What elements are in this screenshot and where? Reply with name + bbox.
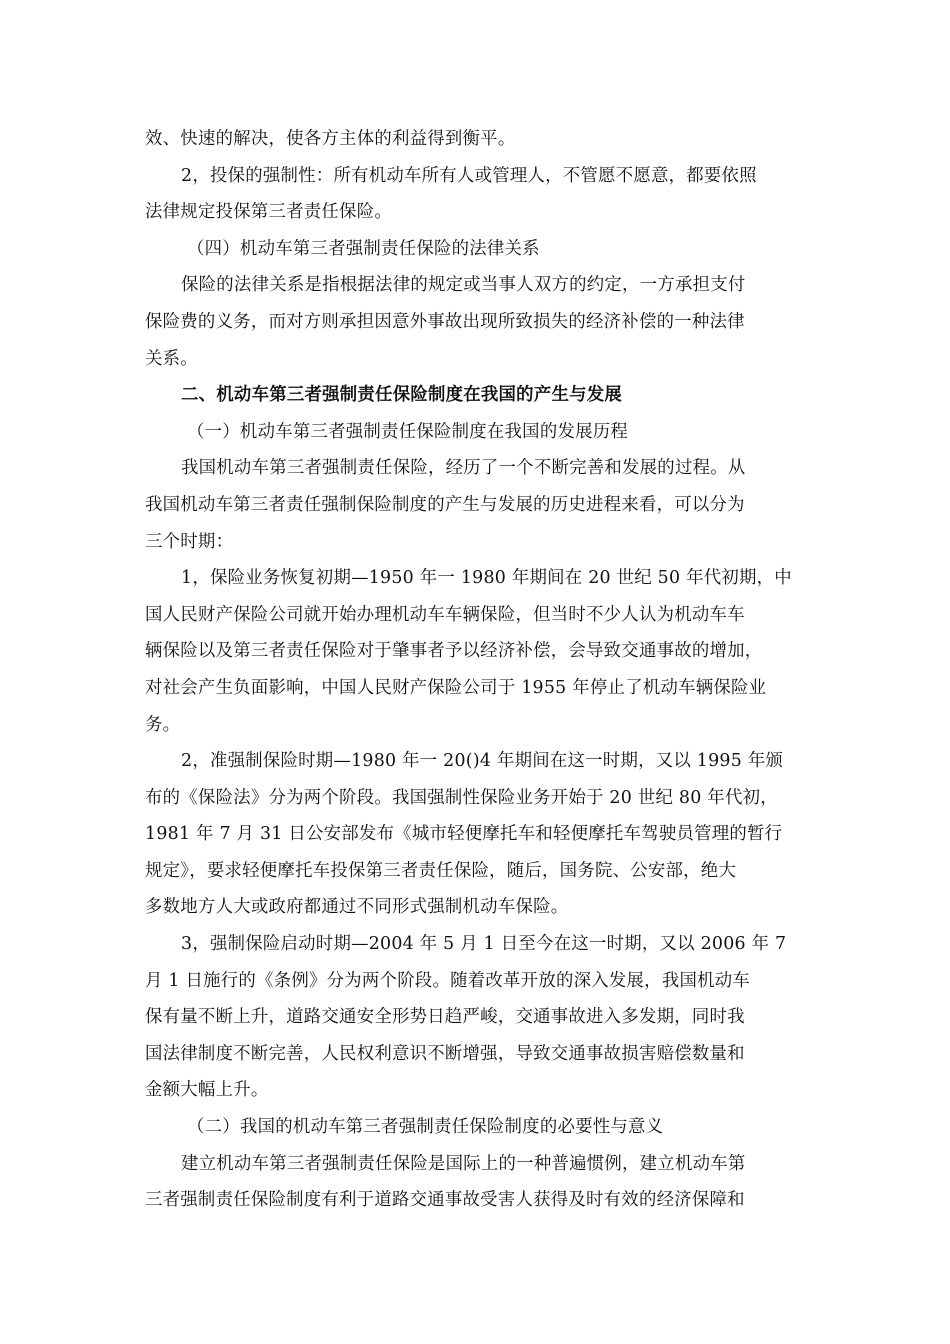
text-line: 多数地方人大或政府都通过不同形式强制机动车保险。 — [145, 897, 569, 918]
text-line: 1981 年 7 月 31 日公安部发布《城市轻便摩托车和轻便摩托车驾驶员管理的暂行 — [145, 824, 783, 845]
text-line: 对社会产生负面影响，中国人民财产保险公司于 1955 年停止了机动车辆保险业 — [145, 677, 767, 698]
text-line: 布的《保险法》分为两个阶段。我国强制性保险业务开始于 20 世纪 80 年代初， — [145, 787, 778, 808]
text-line: 辆保险以及第三者责任保险对于肇事者予以经济补偿，会导致交通事故的增加， — [145, 641, 763, 662]
text-line: 2，准强制保险时期—1980 年一 20()4 年期间在这一时期，又以 1995 年颁 — [181, 751, 784, 772]
text-line: 效、快速的解决，使各方主体的利益得到衡平。 — [145, 129, 516, 149]
text-line: 关系。 — [145, 348, 198, 369]
text-line: 我国机动车第三者责任强制保险制度的产生与发展的历史进程来看，可以分为 — [145, 494, 745, 515]
text-line: 我国机动车第三者强制责任保险，经历了一个不断完善和发展的过程。从 — [181, 458, 746, 479]
text-line: 保有量不断上升，道路交通安全形势日趋严峻，交通事故进入多发期，同时我 — [145, 1007, 745, 1028]
text-line: 金额大幅上升。 — [145, 1080, 269, 1101]
text-line: 保险费的义务，而对方则承担因意外事故出现所致损失的经济补偿的一种法律 — [145, 311, 745, 332]
text-line: 国法律制度不断完善，人民权利意识不断增强，导致交通事故损害赔偿数量和 — [145, 1043, 745, 1064]
text-line: 3，强制保险启动时期—2004 年 5 月 1 日至今在这一时期，又以 2006 年 7 — [181, 934, 787, 955]
text-line: 法律规定投保第三者责任保险。 — [145, 202, 392, 223]
text-line: 三者强制责任保险制度有利于道路交通事故受害人获得及时有效的经济保障和 — [145, 1190, 745, 1211]
text-line: 规定》，要求轻便摩托车投保第三者责任保险，随后，国务院、公安部，绝大 — [145, 860, 737, 881]
text-line: 保险的法律关系是指根据法律的规定或当事人双方的约定，一方承担支付 — [181, 275, 746, 296]
text-line: 务。 — [145, 714, 181, 735]
text-line: 月 1 日施行的《条例》分为两个阶段。随着改革开放的深入发展，我国机动车 — [145, 970, 751, 991]
text-line: 1，保险业务恢复初期—1950 年一 1980 年期间在 20 世纪 50 年代初期，中 — [181, 568, 792, 589]
subsection-heading: （一）机动车第三者强制责任保险制度在我国的发展历程 — [187, 421, 629, 442]
text-line: 2，投保的强制性：所有机动车所有人或管理人，不管愿不愿意，都要依照 — [181, 165, 757, 186]
text-line: 国人民财产保险公司就开始办理机动车车辆保险，但当时不少人认为机动车车 — [145, 604, 745, 625]
text-line: 建立机动车第三者强制责任保险是国际上的一种普遍惯例，建立机动车第 — [181, 1153, 746, 1174]
subsection-heading: （四）机动车第三者强制责任保险的法律关系 — [187, 238, 540, 259]
body-text — [145, 121, 808, 1219]
section-heading: 二、机动车第三者强制责任保险制度在我国的产生与发展 — [181, 385, 623, 406]
text-line: 三个时期： — [145, 531, 234, 552]
subsection-heading: （二）我国的机动车第三者强制责任保险制度的必要性与意义 — [187, 1117, 664, 1138]
